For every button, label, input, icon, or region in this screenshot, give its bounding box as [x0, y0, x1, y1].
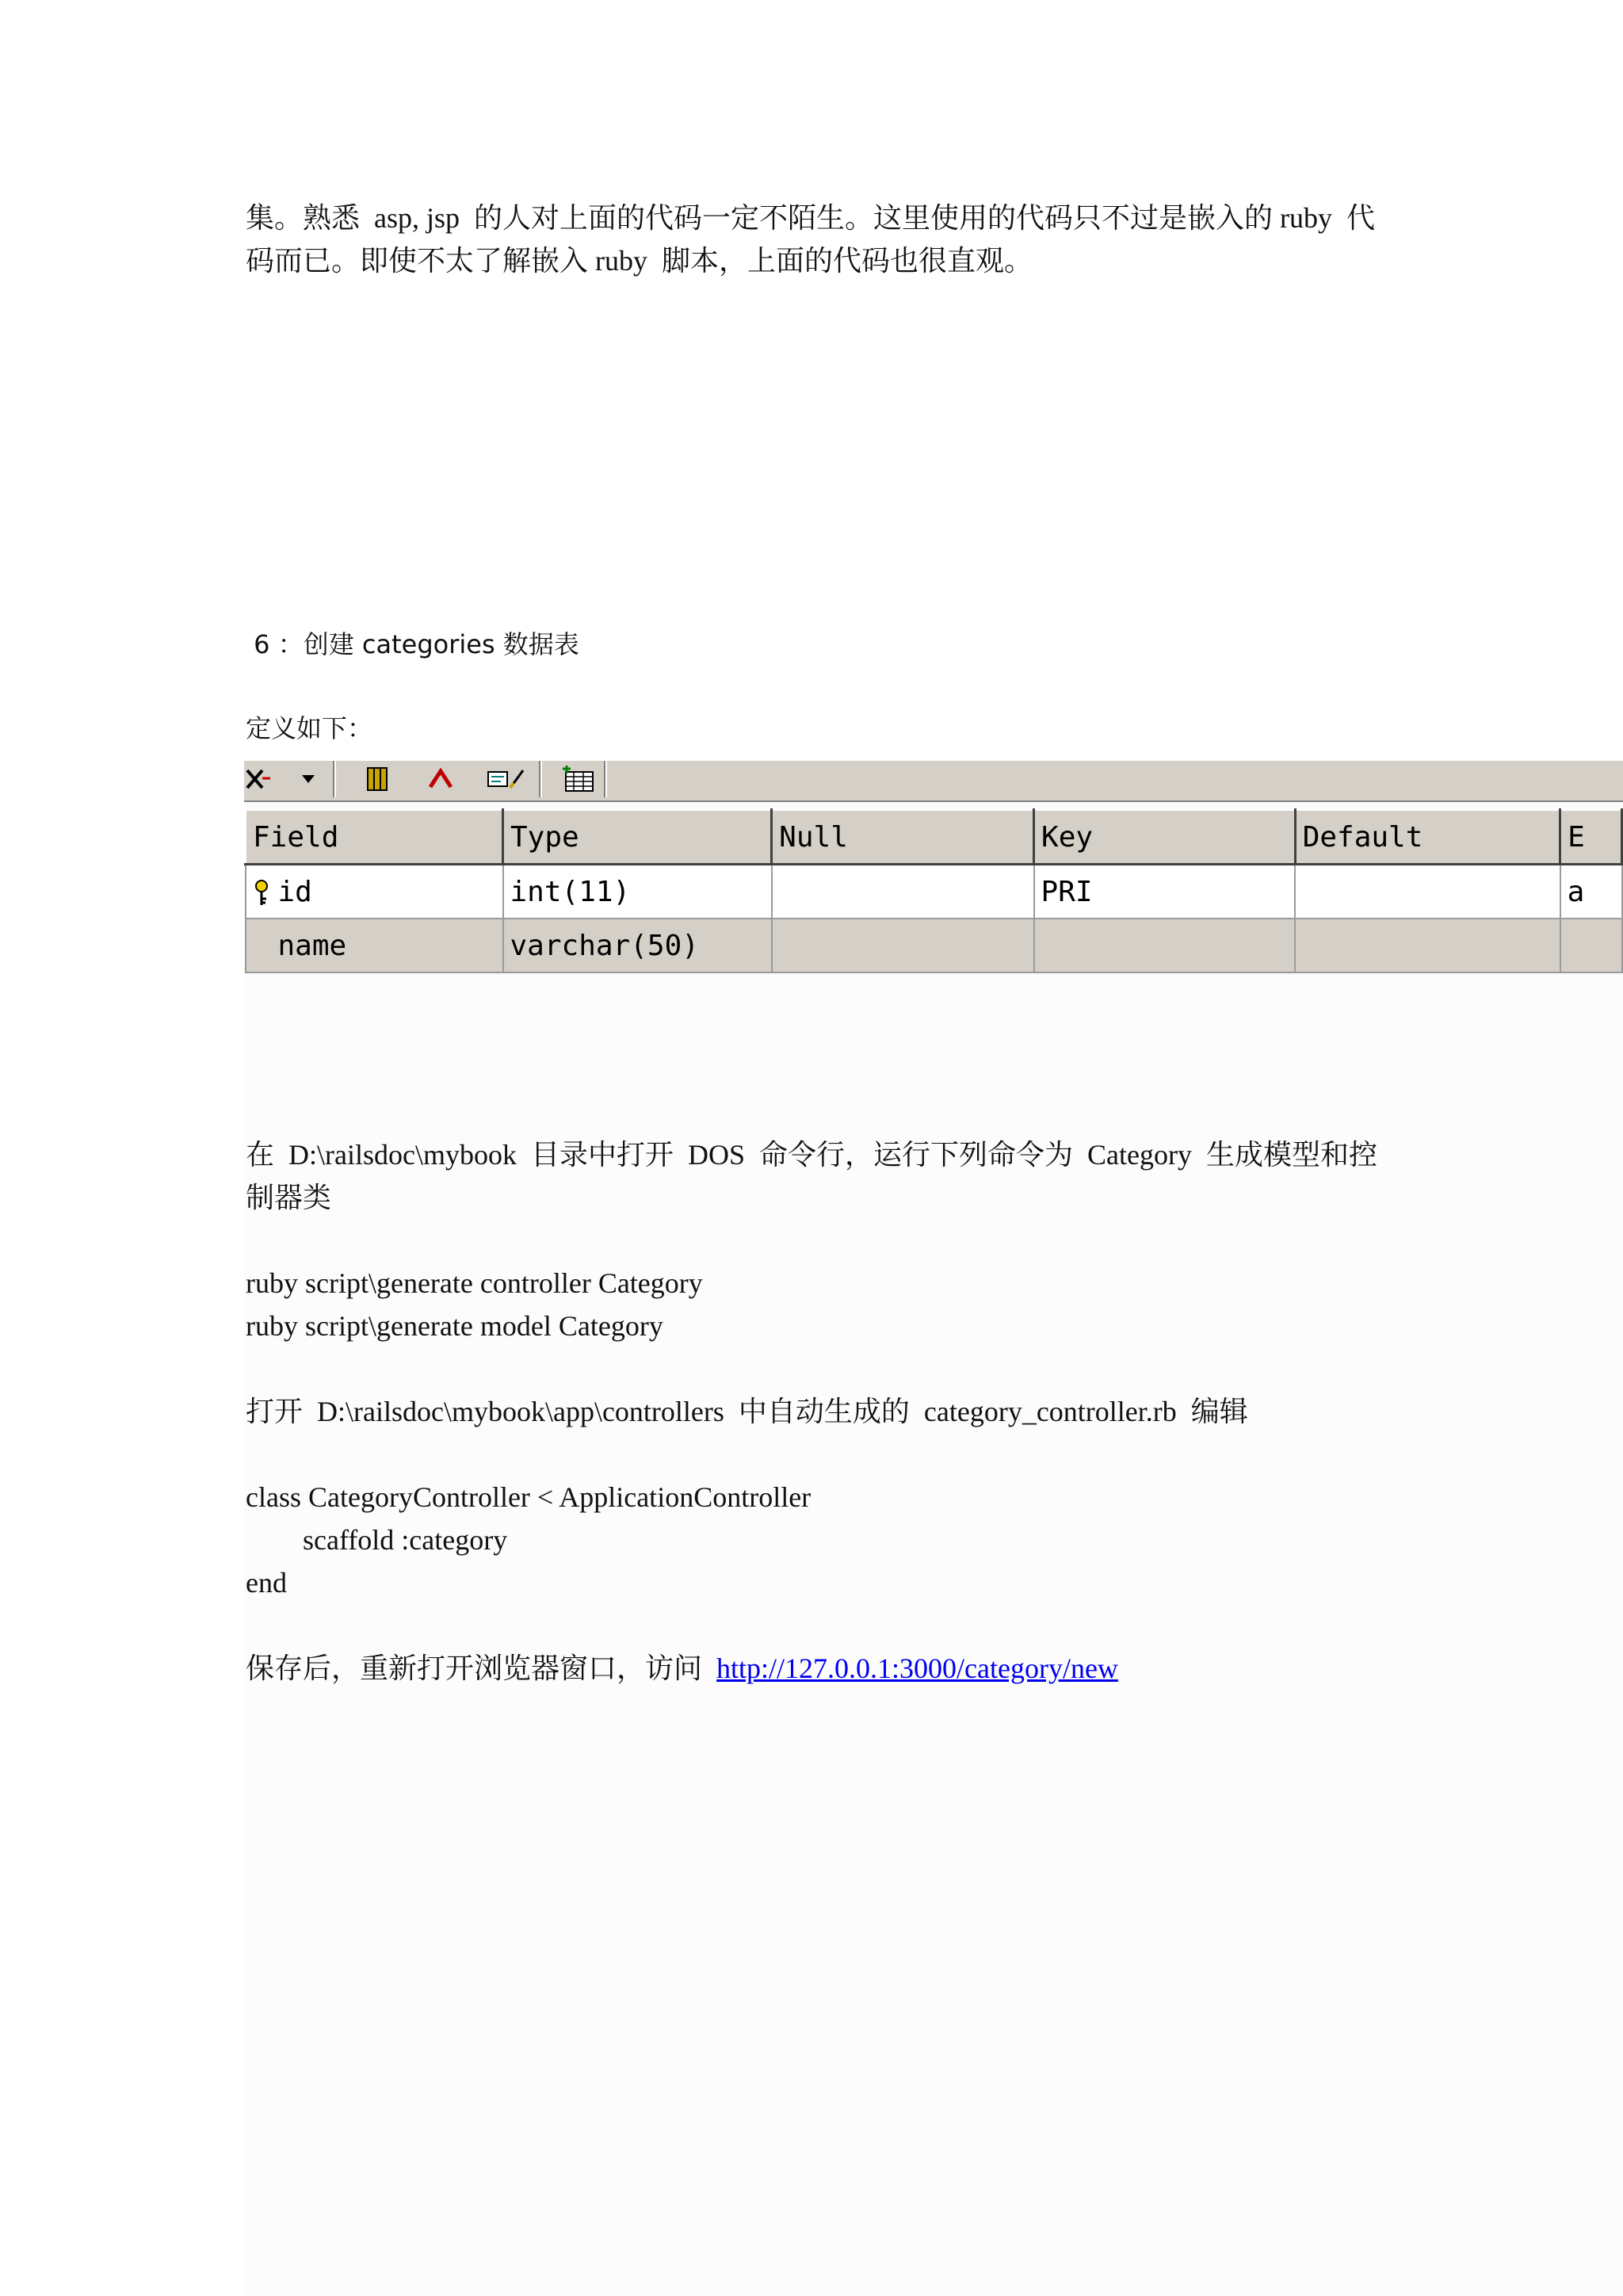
- open-file-instruction: 打开 D:\railsdoc\mybook\app\controllers 中自动生成的 category_controller.rb 编辑: [246, 1396, 1248, 1427]
- intro-line-1: 集。熟悉 asp, jsp 的人对上面的代码一定不陌生。这里使用的代码只不过是嵌入的 ruby 代: [246, 202, 1375, 234]
- column-header-type[interactable]: Type: [503, 810, 772, 865]
- table-row[interactable]: [246, 865, 1622, 919]
- up-arrow-icon[interactable]: [426, 766, 455, 793]
- cell-null[interactable]: [772, 919, 1034, 972]
- column-header-null[interactable]: Null: [772, 810, 1034, 865]
- save-instruction-text: 保存后，重新打开浏览器窗口，访问: [246, 1652, 717, 1684]
- code-line-1: class CategoryController < ApplicationController: [246, 1481, 812, 1513]
- table-icon[interactable]: [558, 766, 598, 793]
- dos-instruction-line-1: 在 D:\railsdoc\mybook 目录中打开 DOS 命令行，运行下列命令为 Category 生成模型和控: [246, 1139, 1377, 1171]
- command-generate-controller: ruby script\generate controller Category: [246, 1267, 703, 1299]
- code-line-2: scaffold :category: [246, 1524, 508, 1556]
- dos-instruction-line-2: 制器类: [246, 1182, 332, 1213]
- column-header-key[interactable]: Key: [1034, 810, 1296, 865]
- field-name: id: [277, 875, 312, 908]
- column-header-field[interactable]: Field: [246, 810, 503, 865]
- cell-field[interactable]: [246, 919, 503, 972]
- primary-key-icon: [253, 880, 270, 907]
- edit-icon[interactable]: [483, 766, 531, 793]
- command-generate-model: ruby script\generate model Category: [246, 1310, 663, 1342]
- cell-type[interactable]: varchar(50): [503, 919, 772, 972]
- close-icon[interactable]: [244, 766, 273, 793]
- table-header-row: [246, 810, 1622, 865]
- toolbar-group-1: [244, 761, 334, 797]
- cell-extra[interactable]: [1560, 919, 1622, 972]
- field-name: name: [277, 929, 347, 962]
- column-header-extra[interactable]: E: [1560, 810, 1622, 865]
- columns-icon[interactable]: [363, 766, 391, 793]
- table-row[interactable]: [246, 919, 1622, 972]
- save-instruction: [246, 1647, 1118, 1690]
- cell-field[interactable]: [246, 865, 503, 919]
- cell-key[interactable]: [1034, 919, 1296, 972]
- db-table-screenshot: [244, 761, 1623, 975]
- cell-default[interactable]: [1295, 919, 1560, 972]
- cell-key[interactable]: PRI: [1034, 865, 1296, 919]
- dropdown-arrow-icon[interactable]: [296, 766, 320, 793]
- cell-null[interactable]: [772, 865, 1034, 919]
- column-header-default[interactable]: Default: [1295, 810, 1560, 865]
- code-line-3: end: [246, 1567, 287, 1599]
- definition-label: 定义如下：: [246, 713, 373, 743]
- new-category-link[interactable]: http://127.0.0.1:3000/category/new: [716, 1652, 1118, 1684]
- section-heading: 6 ：创建 categories 数据表: [246, 629, 579, 659]
- cell-extra[interactable]: a: [1560, 865, 1622, 919]
- cell-type[interactable]: int(11): [503, 865, 772, 919]
- intro-line-2: 码而已。即使不太了解嵌入 ruby 脚本，上面的代码也很直观。: [246, 245, 1033, 277]
- toolbar-group-3: [542, 761, 605, 797]
- cell-default[interactable]: [1295, 865, 1560, 919]
- db-toolbar: [244, 761, 1623, 802]
- fields-table: [244, 808, 1623, 973]
- toolbar-group-2: [336, 761, 540, 797]
